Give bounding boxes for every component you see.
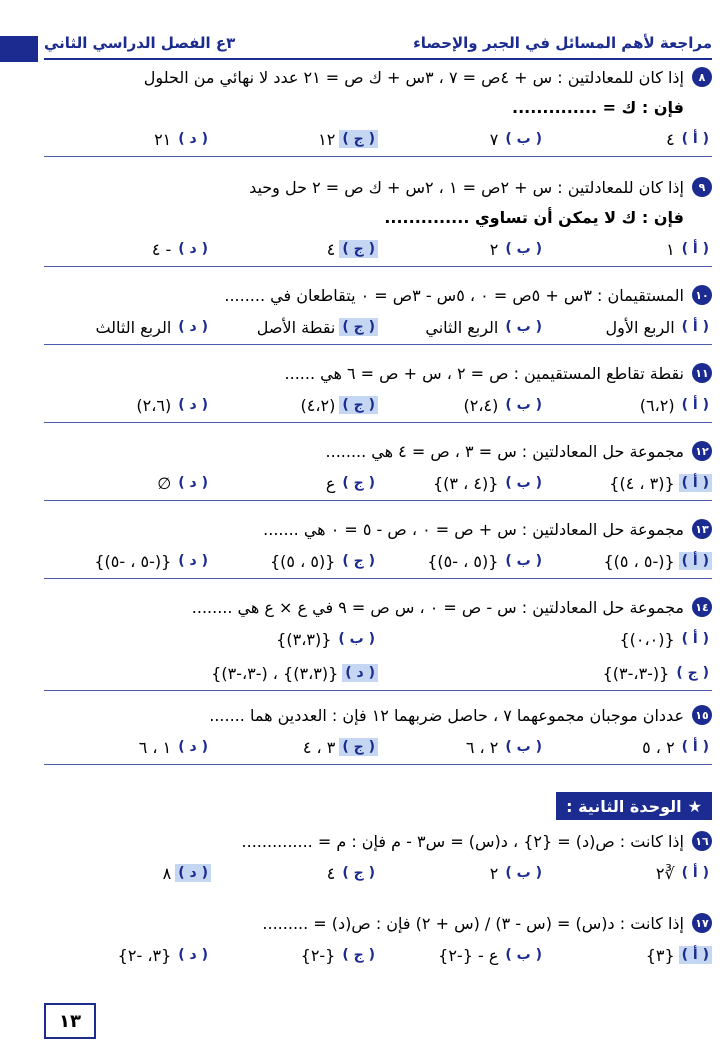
question-number-badge: ٨ [692, 67, 712, 87]
option-text: {٣} [645, 945, 675, 965]
option-text: {-٢} [300, 945, 336, 965]
option-text: ٢ ، ٥ [642, 737, 675, 757]
question-stem-row [44, 358, 712, 388]
question-stem-row [44, 908, 712, 938]
option-0[interactable] [545, 240, 712, 259]
option-label: ( ب ) [505, 319, 542, 335]
option-text: (٢،٦) [136, 395, 172, 415]
option-label: ( أ ) [679, 474, 712, 492]
header-title: مراجعة لأهم المسائل في الجبر والإحصاء [413, 34, 712, 52]
options-row [44, 656, 712, 690]
option-label: ( د ) [175, 864, 211, 882]
unit-heading [556, 792, 712, 820]
option-label: ( د ) [178, 553, 208, 569]
option-text: ٢ [489, 863, 499, 883]
question-number-badge: ١١ [692, 363, 712, 383]
option-label: ( ب ) [505, 947, 542, 963]
question-number-badge: ١٤ [692, 597, 712, 617]
question-stem: مجموعة حل المعادلتين : س - ص = ٠ ، س ص = ٩ في ع × ع هي ........ [191, 597, 684, 617]
option-text: {(٥ ، ٥)} [269, 551, 336, 571]
option-text: الربع الثاني [425, 317, 499, 337]
option-2[interactable] [211, 396, 378, 415]
question-follow: فإن : ك لا يمكن أن تساوي .............. [384, 207, 684, 227]
question-٨ [44, 62, 712, 157]
options-row [44, 622, 712, 656]
option-text: {٣، -٢} [117, 945, 172, 965]
question-number-badge: ١٥ [692, 705, 712, 725]
option-text: (٤،٢) [300, 395, 336, 415]
option-0[interactable] [545, 474, 712, 493]
option-label: ( أ ) [679, 552, 712, 570]
option-0[interactable] [545, 552, 712, 571]
option-3[interactable] [44, 240, 211, 259]
option-label: ( د ) [178, 475, 208, 491]
option-label: ( أ ) [681, 131, 709, 147]
question-stem: إذا كانت : ص(د) = {٢} ، د(س) = س٣ - م فإن : م = .............. [241, 831, 684, 851]
option-label: ( د ) [178, 947, 208, 963]
option-1[interactable] [44, 630, 378, 649]
option-label: ( ج ) [339, 240, 378, 258]
question-stem: إذا كان للمعادلتين : س + ٢ص = ١ ، ٢س + ك ص = ٢ حل وحيد [249, 177, 684, 197]
question-١٤ [44, 592, 712, 691]
question-stem: عددان موجبان مجموعهما ٧ ، حاصل ضربهما ١٢ فإن : العددين هما ....... [209, 705, 684, 725]
option-2[interactable] [378, 664, 712, 683]
option-label: ( ب ) [505, 553, 542, 569]
option-3[interactable] [44, 552, 211, 571]
option-2[interactable] [211, 240, 378, 259]
question-number-badge: ١٧ [692, 913, 712, 933]
option-text: {(٣،٣)} [276, 629, 332, 649]
option-text: ٤ [666, 129, 675, 149]
star-icon: ★ [687, 796, 702, 816]
option-2[interactable] [211, 318, 378, 337]
option-1[interactable] [378, 318, 545, 337]
question-١٦ [44, 826, 712, 890]
options-row [44, 938, 712, 972]
option-1[interactable] [378, 552, 545, 571]
option-label: ( ب ) [505, 131, 542, 147]
option-label: ( د ) [178, 131, 208, 147]
option-label: ( د ) [178, 241, 208, 257]
question-stem: مجموعة حل المعادلتين : س + ص = ٠ ، ص - ٥ = ٠ هي ....... [263, 519, 684, 539]
options-row [44, 544, 712, 578]
option-text: ٢١ [154, 129, 172, 149]
option-label: ( أ ) [681, 397, 709, 413]
unit-title: الوحدة الثانية : [566, 796, 682, 816]
question-number-badge: ١٠ [692, 285, 712, 305]
option-label: ( ج ) [339, 738, 378, 756]
option-label: ( ج ) [339, 130, 378, 148]
option-1[interactable] [378, 396, 545, 415]
option-text: ع - {-٢} [438, 945, 499, 965]
option-1[interactable] [378, 474, 545, 493]
question-stem-row [44, 592, 712, 622]
option-2[interactable] [211, 864, 378, 883]
option-text: ∛٢ [655, 863, 675, 883]
question-stem-row [44, 172, 712, 202]
question-number-badge: ١٦ [692, 831, 712, 851]
option-text: {(-٣،-٣)} [602, 663, 670, 683]
option-text: (٦،٢) [639, 395, 675, 415]
option-label: ( أ ) [681, 739, 709, 755]
option-label: ( ج ) [339, 396, 378, 414]
options-row [44, 856, 712, 890]
option-label: ( ب ) [505, 241, 542, 257]
option-label: ( أ ) [681, 241, 709, 257]
option-3[interactable] [44, 864, 211, 883]
option-label: ( ج ) [676, 665, 709, 681]
option-text: {(٣،٣)} ، (-٣،-٣)} [211, 663, 339, 683]
option-label: ( ب ) [505, 475, 542, 491]
option-text: ٤ [326, 239, 336, 259]
question-number-badge: ١٢ [692, 441, 712, 461]
page-header [0, 0, 720, 60]
option-label: ( د ) [178, 319, 208, 335]
option-label: ( ب ) [505, 865, 542, 881]
option-text: ١ [666, 239, 675, 259]
question-١٥ [44, 700, 712, 765]
option-0[interactable] [545, 864, 712, 883]
option-label: ( أ ) [681, 865, 709, 881]
question-number-badge: ١٣ [692, 519, 712, 539]
option-text: الربع الأول [605, 317, 675, 337]
option-3[interactable] [44, 318, 211, 337]
option-label: ( ب ) [505, 739, 542, 755]
question-follow: فإن : ك = .............. [512, 97, 684, 117]
option-3[interactable] [44, 946, 211, 965]
option-text: ٧ [489, 129, 499, 149]
option-label: ( أ ) [681, 631, 709, 647]
option-label: ( ج ) [342, 947, 375, 963]
options-row [44, 310, 712, 344]
option-text: ٢ ، ٦ [465, 737, 499, 757]
option-text: {(٤ ، ٣)} [433, 473, 499, 493]
option-text: ٤ [326, 863, 336, 883]
option-label: ( ج ) [342, 553, 375, 569]
question-stem-row [44, 436, 712, 466]
options-row [44, 122, 712, 156]
question-stem: إذا كانت : د(س) = (س - ٣) / (س + ٢) فإن : ص(د) = ......... [262, 913, 684, 933]
option-text: {(٣ ، ٤)} [609, 473, 675, 493]
question-stem: إذا كان للمعادلتين : س + ٤ص = ٧ ، ٣س + ك ص = ٢١ عدد لا نهائي من الحلول [143, 67, 684, 87]
option-0[interactable] [545, 318, 712, 337]
option-text: ∅ [157, 473, 172, 493]
option-label: ( ج ) [339, 318, 378, 336]
option-3[interactable] [44, 474, 211, 493]
option-2[interactable] [211, 130, 378, 149]
option-text: ١٢ [318, 129, 336, 149]
options-row [44, 730, 712, 764]
option-text: {(٠،٠)} [619, 629, 675, 649]
option-2[interactable] [211, 474, 378, 493]
question-stem: نقطة تقاطع المستقيمين : ص = ٢ ، س + ص = ٦ هي ...... [284, 363, 684, 383]
question-١٠ [44, 280, 712, 345]
question-stem-row [44, 280, 712, 310]
option-label: ( د ) [178, 739, 208, 755]
option-label: ( أ ) [681, 319, 709, 335]
option-3[interactable] [44, 396, 211, 415]
options-row [44, 232, 712, 266]
question-stem-row [44, 826, 712, 856]
option-text: الربع الثالث [95, 317, 172, 337]
option-0[interactable] [378, 630, 712, 649]
option-text: - ٤ [151, 239, 172, 259]
option-1[interactable] [378, 240, 545, 259]
option-1[interactable] [378, 864, 545, 883]
option-1[interactable] [378, 738, 545, 757]
option-text: (٢،٤) [463, 395, 499, 415]
option-text: نقطة الأصل [256, 317, 336, 337]
option-text: ع [325, 473, 336, 493]
option-label: ( ب ) [505, 397, 542, 413]
option-1[interactable] [378, 130, 545, 149]
question-١٣ [44, 514, 712, 579]
page-number: ١٣ [44, 1003, 96, 1039]
option-text: {(-٥ ، -٥)} [94, 551, 172, 571]
option-1[interactable] [378, 946, 545, 965]
question-stem: مجموعة حل المعادلتين : س = ٣ ، ص = ٤ هي ........ [325, 441, 684, 461]
question-١٢ [44, 436, 712, 501]
option-label: ( د ) [342, 664, 378, 682]
question-٩ [44, 172, 712, 267]
header-term: ٣ع الفصل الدراسي الثاني [44, 34, 236, 52]
option-0[interactable] [545, 396, 712, 415]
option-text: ٣ ، ٤ [302, 737, 336, 757]
header-divider [44, 58, 712, 60]
option-text: ١ ، ٦ [138, 737, 172, 757]
question-stem: المستقيمان : ٣س + ٥ص = ٠ ، ٥س - ٣ص = ٠ يتقاطعان في ........ [224, 285, 684, 305]
header-accent-bar [0, 36, 38, 62]
option-0[interactable] [545, 946, 712, 965]
option-3[interactable] [44, 738, 211, 757]
option-2[interactable] [211, 552, 378, 571]
options-row [44, 388, 712, 422]
option-text: ٨ [162, 863, 172, 883]
option-label: ( ب ) [338, 631, 375, 647]
option-label: ( أ ) [679, 946, 712, 964]
question-stem-row [44, 700, 712, 730]
option-3[interactable] [44, 664, 378, 683]
question-١١ [44, 358, 712, 423]
option-0[interactable] [545, 130, 712, 149]
question-١٧ [44, 908, 712, 972]
question-number-badge: ٩ [692, 177, 712, 197]
option-text: {(-٥ ، ٥)} [603, 551, 675, 571]
option-2[interactable] [211, 946, 378, 965]
option-label: ( ج ) [342, 475, 375, 491]
options-row [44, 466, 712, 500]
option-2[interactable] [211, 738, 378, 757]
option-text: ٢ [489, 239, 499, 259]
option-text: {(٥ ، -٥)} [427, 551, 499, 571]
option-3[interactable] [44, 130, 211, 149]
question-stem-row [44, 514, 712, 544]
question-stem-row [44, 62, 712, 92]
option-label: ( ج ) [342, 865, 375, 881]
option-0[interactable] [545, 738, 712, 757]
option-label: ( د ) [178, 397, 208, 413]
